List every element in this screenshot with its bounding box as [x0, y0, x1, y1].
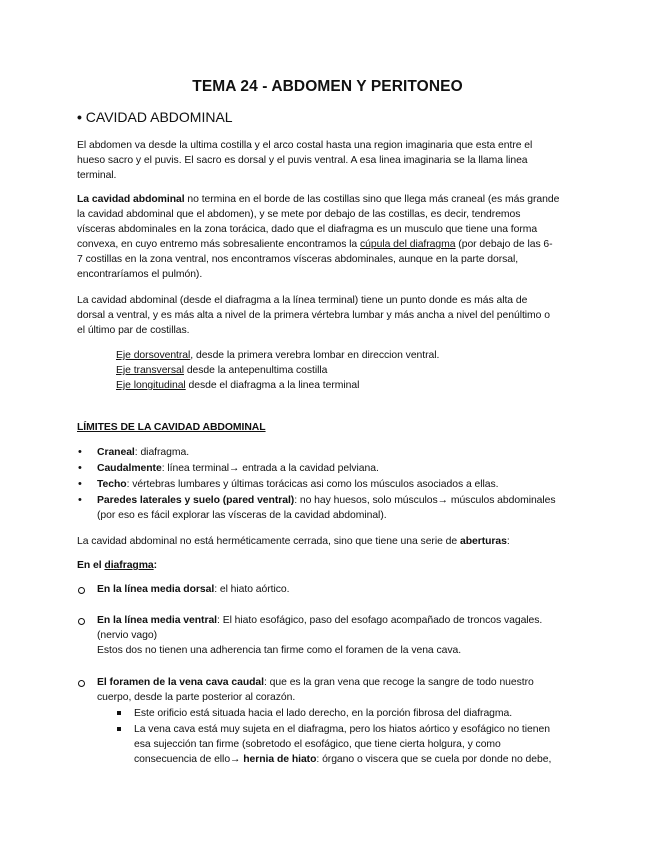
abertura-vena-cava — [97, 675, 534, 690]
list-bullet: • — [78, 494, 82, 506]
paragraph-2-line-5: 7 costillas en la zona ventral, nos encontramos vísceras abdominales, aunque en la parte dorsal, — [77, 254, 519, 265]
eje-name: Eje transversal — [116, 365, 184, 376]
eje-name: Eje longitudinal — [116, 380, 186, 391]
limite-label: Paredes laterales y suelo (pared ventral) — [97, 495, 295, 506]
abertura-ventral-line-3: Estos dos no tienen una adherencia tan firme como el foramen de la vena cava. — [97, 645, 462, 656]
eje-desc: desde la antepenultima costilla — [183, 365, 328, 376]
page-title: TEMA 24 - ABDOMEN Y PERITONEO — [192, 78, 463, 95]
sub-item-text: consecuencia de ello→ — [134, 754, 244, 765]
paragraph-1-line-3: terminal. — [77, 170, 117, 181]
circle-bullet-icon — [78, 680, 85, 687]
abertura-ventral-line-2: (nervio vago) — [97, 630, 157, 641]
sub-item-2-line-2: esa sujección tan firme (sobretodo el esofágico, que tiene cierta holgura, y como — [134, 739, 501, 750]
term-hernia-hiato: hernia de hiato — [243, 754, 317, 765]
limite-text: : diafragma. — [134, 447, 190, 458]
circle-bullet-icon — [78, 618, 85, 625]
paragraph-2-text: (por debajo de las 6- — [455, 239, 553, 250]
limite-text: : vértebras lumbares y últimas torácicas asi como los músculos asociados a ellas. — [126, 479, 499, 490]
paragraph-3-line-3: el último par de costillas. — [77, 325, 190, 336]
eje-item — [116, 348, 439, 363]
term-diafragma: diafragma — [104, 560, 154, 571]
limite-text: : línea terminal→ entrada a la cavidad pelviana. — [161, 463, 379, 474]
abertura-dorsal — [97, 582, 289, 597]
en-el-text: : — [153, 560, 158, 571]
square-bullet-icon — [117, 727, 121, 731]
circle-bullet-icon — [78, 587, 85, 594]
heading-text: CAVIDAD ABDOMINAL — [85, 109, 233, 125]
eje-desc: desde el diafragma a la linea terminal — [185, 380, 360, 391]
paragraph-2-line-1 — [77, 192, 559, 207]
eje-desc: , desde la primera verebra lombar en direccion ventral. — [190, 350, 440, 361]
paragraph-1-line-2: hueso sacro y el puvis. El sacro es dorsal y el puvis ventral. A esa linea imaginaria se la llama linea — [77, 155, 528, 166]
limite-item-craneal — [97, 445, 189, 460]
abertura-text: : el hiato aórtico. — [214, 584, 290, 595]
term-cupula-diafragma: cúpula del diafragma — [360, 239, 456, 250]
limite-label: Caudalmente — [97, 463, 162, 474]
term-cavidad-abdominal: La cavidad abdominal — [77, 194, 185, 205]
paragraph-text: La cavidad abdominal no está herméticamente cerrada, sino que tiene una serie de — [77, 536, 460, 547]
list-bullet: • — [78, 462, 82, 474]
limite-item-paredes-cont: (por eso es fácil explorar las vísceras de la cavidad abdominal). — [97, 510, 387, 521]
eje-item — [116, 378, 359, 393]
paragraph-3-line-1: La cavidad abdominal (desde el diafragma a la línea terminal) tiene un punto donde es más alta de — [77, 295, 528, 306]
limite-label: Techo — [97, 479, 127, 490]
paragraph-2-text: no termina en el borde de las costillas sino que llega más craneal (es más grande — [184, 194, 560, 205]
paragraph-2-line-6: encontraríamos el pulmón). — [77, 269, 203, 280]
limite-label: Craneal — [97, 447, 135, 458]
en-el-text: En el — [77, 560, 105, 571]
abertura-label: En la línea media dorsal — [97, 584, 215, 595]
list-bullet: • — [78, 446, 82, 458]
paragraph-2-line-4 — [77, 237, 553, 252]
abertura-text: : El hiato esofágico, paso del esofago acompañado de troncos vagales. — [217, 615, 543, 626]
limites-heading: LÍMITES DE LA CAVIDAD ABDOMINAL — [77, 422, 266, 433]
square-bullet-icon — [117, 711, 121, 715]
eje-name: Eje dorsoventral — [116, 350, 191, 361]
list-bullet: • — [78, 478, 82, 490]
sub-item-2-line-1: La vena cava está muy sujeta en el diafragma, pero los hiatos aórtico y esofágico no tienen — [134, 724, 550, 735]
limite-text: : no hay huesos, solo músculos→ músculos abdominales — [294, 495, 556, 506]
abertura-label: En la línea media ventral — [97, 615, 218, 626]
sub-item-2-line-3 — [134, 752, 551, 767]
sub-item-text: : órgano o viscera que se cuela por donde no debe, — [316, 754, 552, 765]
paragraph-2-text: convexa, en cuyo entremo más sobresaliente encontramos la — [77, 239, 360, 250]
limite-item-techo — [97, 477, 498, 492]
paragraph-2-line-3: vísceras abdominales en la zona torácica, dado que el diafragma es un musculo que tiene una forma — [77, 224, 538, 235]
sub-item-1: Este orificio está situada hacia el lado derecho, en la porción fibrosa del diafragma. — [134, 708, 513, 719]
eje-item — [116, 363, 327, 378]
abertura-label: El foramen de la vena cava caudal — [97, 677, 264, 688]
term-aberturas: aberturas — [459, 536, 507, 547]
paragraph-text: : — [506, 536, 510, 547]
section-heading-cavidad — [77, 108, 233, 126]
paragraph-1-line-1: El abdomen va desde la ultima costilla y el arco costal hasta una region imaginaria que esta entre el — [77, 140, 533, 151]
abertura-ventral — [97, 613, 542, 628]
paragraph-aberturas — [77, 534, 510, 549]
abertura-text: : que es la gran vena que recoge la sangre de todo nuestro — [264, 677, 534, 688]
heading-bullet: • — [77, 109, 82, 125]
abertura-vena-cava-line-2: cuerpo, desde la parte posterior al corazón. — [97, 692, 296, 703]
paragraph-3-line-2: dorsal a ventral, y es más alta a nivel de la primera vértebra lumbar y más ancha a nivel del penúltimo o — [77, 310, 550, 321]
limite-item-caudal — [97, 461, 379, 476]
en-el-diafragma — [77, 558, 157, 573]
paragraph-2-line-2: la cavidad abdominal que el abdomen), y se mete por debajo de las costillas, es decir, tendremos — [77, 209, 521, 220]
limite-item-paredes — [97, 493, 556, 508]
